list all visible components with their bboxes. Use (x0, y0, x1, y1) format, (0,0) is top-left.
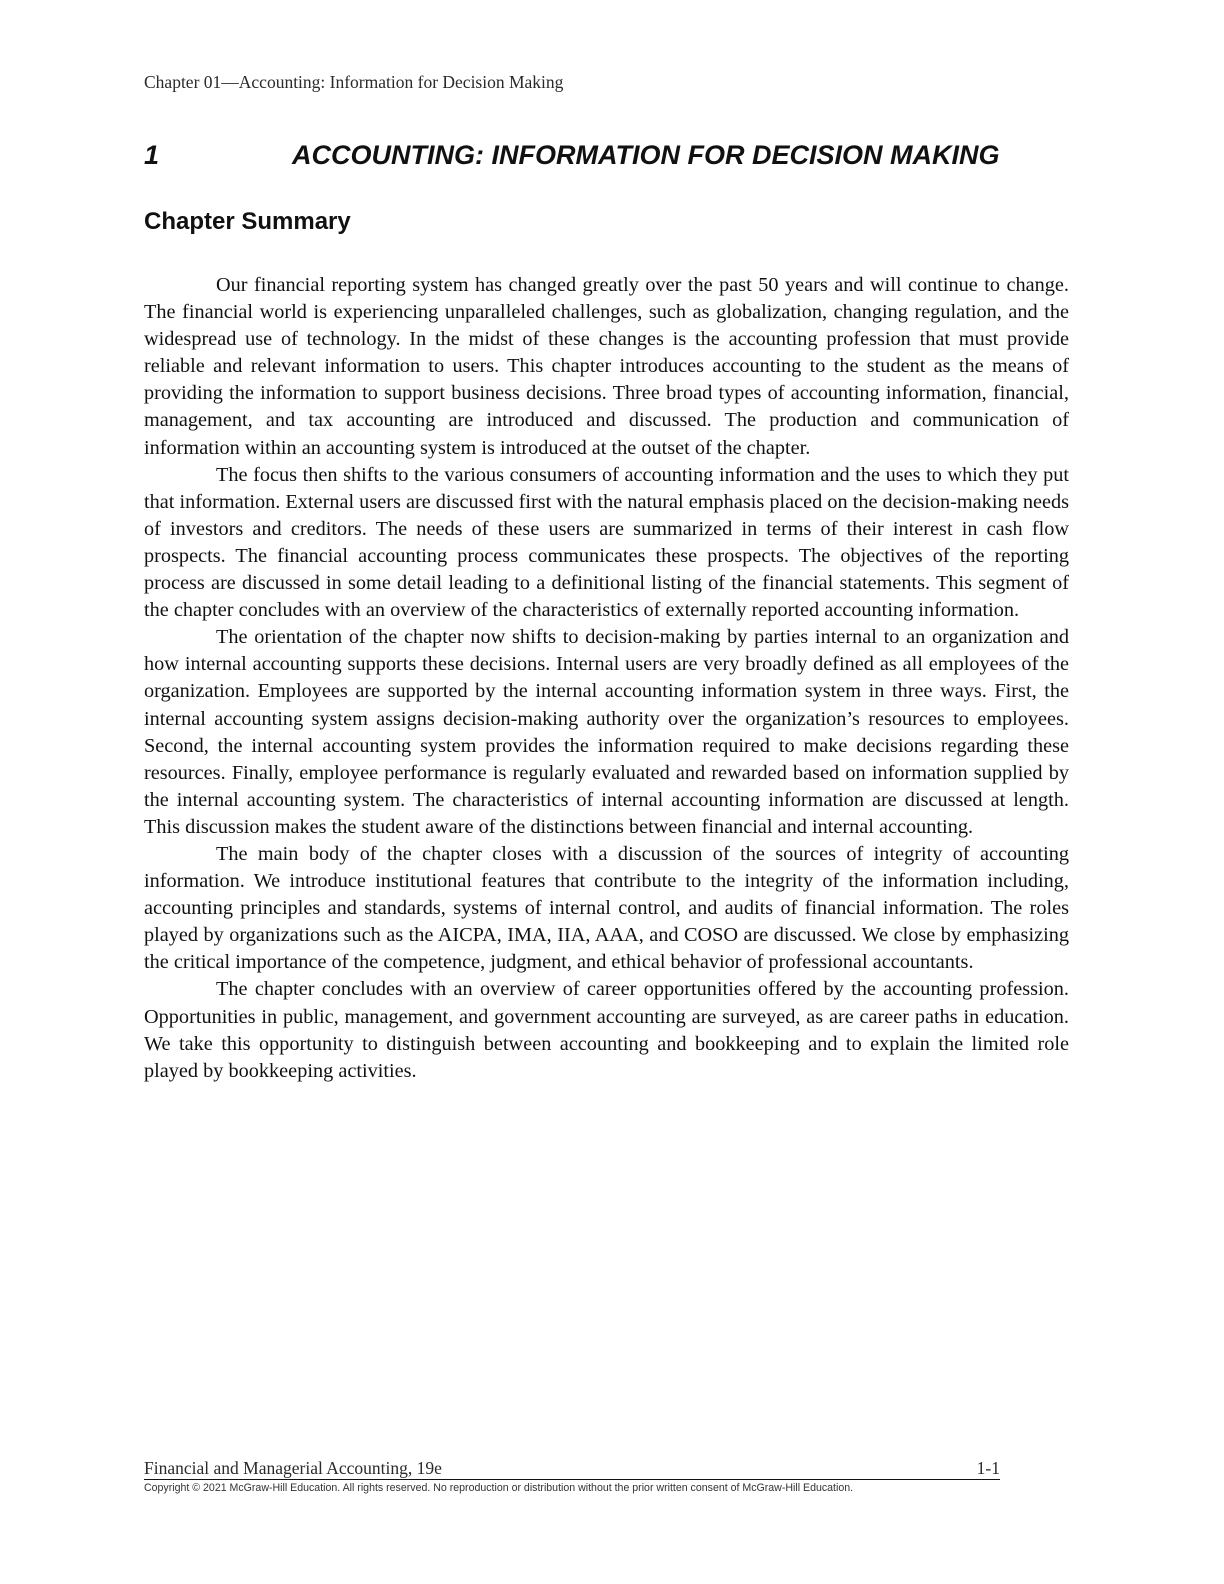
summary-paragraph: The focus then shifts to the various consumers of accounting information and the uses to which they put that information. External users are discussed first with the natural emphasis placed on the decision-making needs of investors and creditors. The needs of these users are summarized in terms of their interest in cash flow prospects. The financial accounting process communicates these prospects. The objectives of the reporting process are discussed in some detail leading to a definitional listing of the financial statements. This segment of the chapter concludes with an overview of the characteristics of externally reported accounting information. (144, 463, 1069, 622)
running-header: Chapter 01—Accounting: Information for Decision Making (144, 72, 564, 92)
chapter-title-text: ACCOUNTING: INFORMATION FOR DECISION MAKING (292, 140, 1000, 170)
summary-paragraph: The orientation of the chapter now shifts to decision-making by parties internal to an organization and how internal accounting supports these decisions. Internal users are very broadly defined as all employees of the organization. Employees are supported by the internal accounting information system in three ways. First, the internal accounting system assigns decision-making authority over the organization’s resources to employees. Second, the internal accounting system provides the information required to make decisions regarding these resources. Finally, employee performance is regularly evaluated and rewarded based on information supplied by the internal accounting system. The characteristics of internal accounting information are discussed at length. This discussion makes the student aware of the distinctions between financial and internal accounting. (144, 626, 1069, 838)
page-number: 1-1 (976, 1458, 1000, 1478)
summary-paragraph: The main body of the chapter closes with a discussion of the sources of integrity of accounting information. We introduce institutional features that contribute to the integrity of the information including, accounting principles and standards, systems of internal control, and audits of financial information. The roles played by organizations such as the AICPA, IMA, IIA, AAA, and COSO are discussed. We close by emphasizing the critical importance of the competence, judgment, and ethical behavior of professional accountants. (144, 842, 1069, 974)
section-title: Chapter Summary (144, 208, 351, 235)
summary-paragraph: Our financial reporting system has changed greatly over the past 50 years and will continue to change. The financial world is experiencing unparalleled challenges, such as globalization, changing regulation, and the widespread use of technology. In the midst of these changes is the accounting profession that must provide reliable and relevant information to users. This chapter introduces accounting to the student as the means of providing the information to support business decisions. Three broad types of accounting information, financial, management, and tax accounting are introduced and discussed. The production and communication of information within an accounting system is introduced at the outset of the chapter. (144, 274, 1069, 459)
summary-paragraph: The chapter concludes with an overview of career opportunities offered by the accounting profession. Opportunities in public, management, and government accounting are surveyed, as are career paths in education. We take this opportunity to distinguish between accounting and bookkeeping and to explain the limited role played by bookkeeping activities. (144, 978, 1069, 1082)
book-title: Financial and Managerial Accounting, 19e (144, 1458, 442, 1478)
chapter-title (144, 140, 1074, 171)
chapter-number: 1 (144, 140, 160, 170)
page-footer (144, 1458, 1000, 1480)
chapter-summary-body (144, 272, 1069, 1085)
copyright-notice: Copyright © 2021 McGraw-Hill Education. All rights reserved. No reproduction or distribution without the prior written consent of McGraw-Hill Education. (144, 1482, 854, 1494)
footer-line (144, 1458, 1000, 1480)
